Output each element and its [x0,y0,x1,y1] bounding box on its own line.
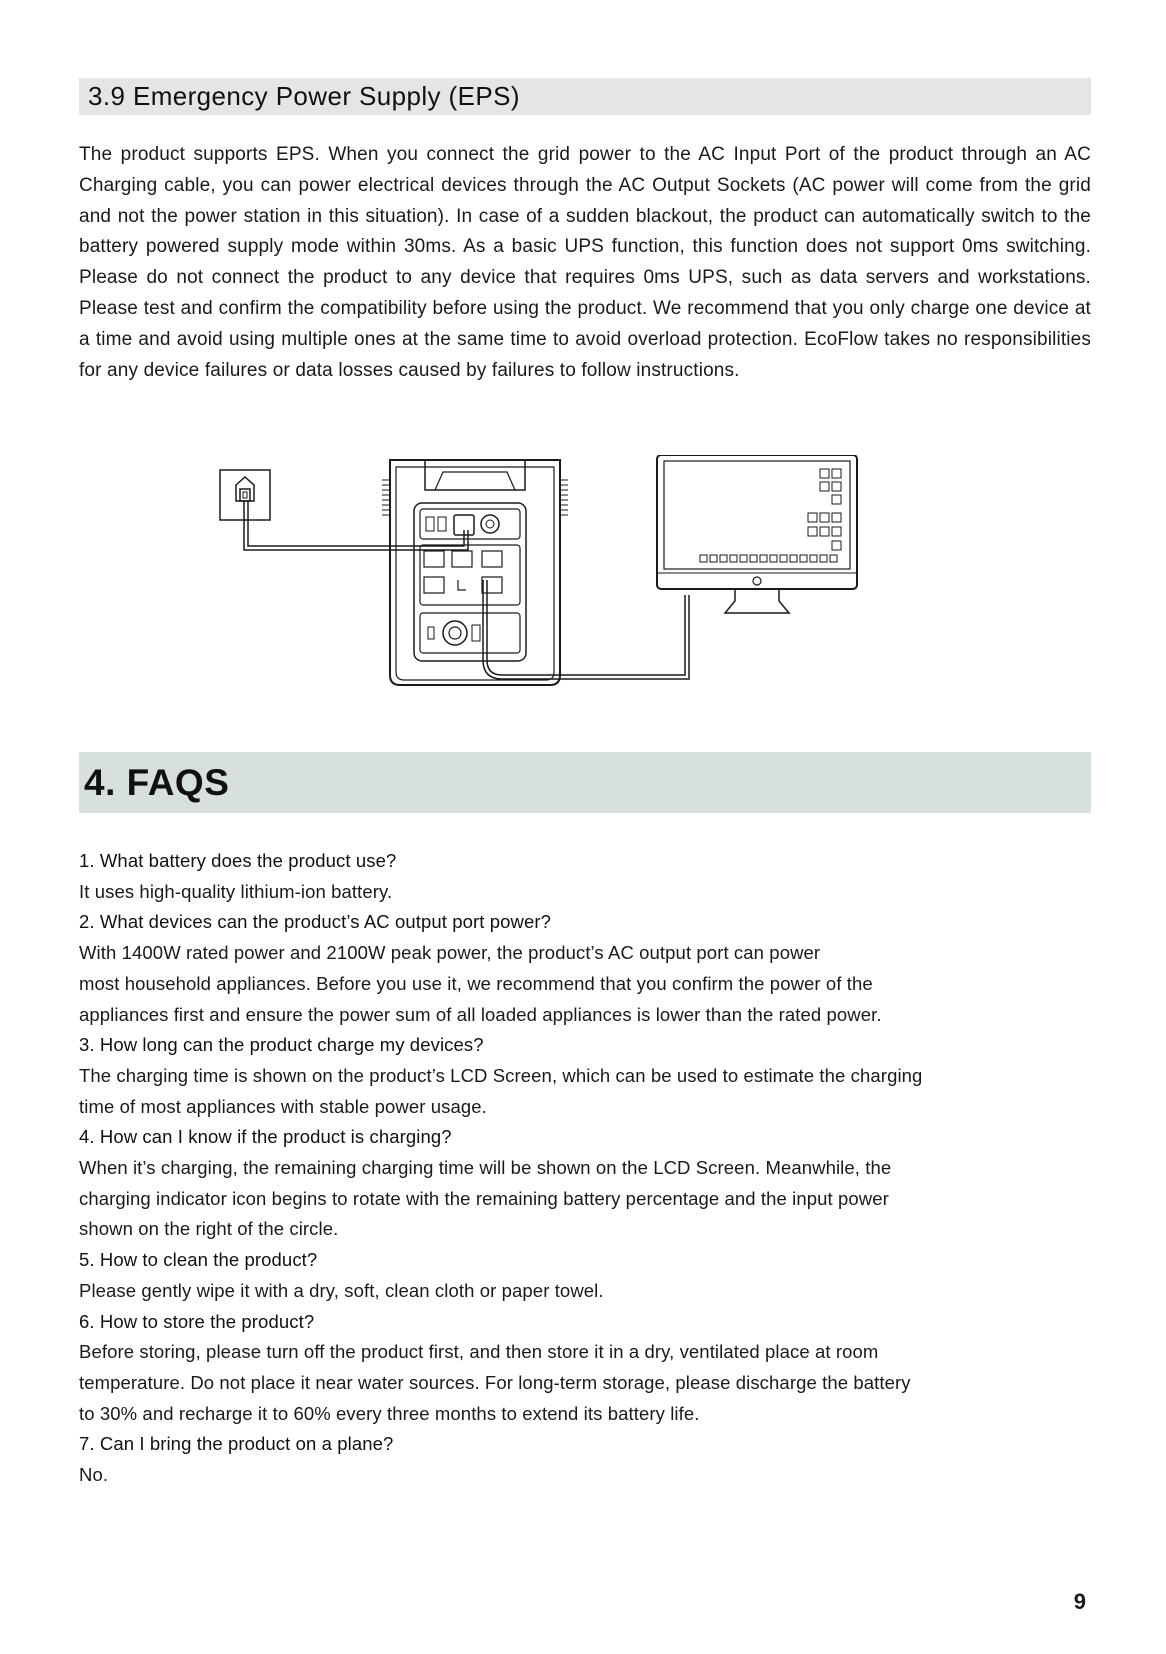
faq-answer-line: The charging time is shown on the product’s LCD Screen, which can be used to estimate the charging [79,1064,923,1086]
monitor-icon [657,455,857,613]
faq-answer-line: Before storing, please turn off the product first, and then store it in a dry, ventilated place at room [79,1341,879,1363]
faqs-section-header [79,752,1091,813]
faq-answer-line: most household appliances. Before you use it, we recommend that you confirm the power of the [79,972,873,994]
faq-question: 5. How to clean the product? [79,1249,318,1271]
faq-answer-line: With 1400W rated power and 2100W peak power, the product’s AC output port can power [79,942,821,964]
eps-heading: 3.9 Emergency Power Supply (EPS) [88,81,520,111]
faq-answer-line: When it’s charging, the remaining charging time will be shown on the LCD Screen. Meanwhile, the [79,1157,892,1179]
faq-answer-line: time of most appliances with stable power usage. [79,1095,487,1117]
faqs-heading: 4. FAQS [84,762,230,803]
power-station-icon [382,460,568,685]
wall-outlet-icon [220,470,270,520]
faq-answer-line: shown on the right of the circle. [79,1218,339,1240]
faq-question: 3. How long can the product charge my devices? [79,1034,484,1056]
faq-question: 6. How to store the product? [79,1310,315,1332]
faq-answer-line: temperature. Do not place it near water sources. For long-term storage, please discharge the battery [79,1371,911,1393]
faq-question: 2. What devices can the product’s AC output port power? [79,911,552,933]
faq-question: 4. How can I know if the product is charging? [79,1126,452,1148]
faq-answer-line: It uses high-quality lithium-ion battery. [79,880,393,902]
faq-question: 7. Can I bring the product on a plane? [79,1433,394,1455]
faq-answer-line: to 30% and recharge it to 60% every three months to extend its battery life. [79,1402,700,1424]
eps-section-header [79,78,1091,115]
faq-question: 1. What battery does the product use? [79,850,397,871]
faq-answer-line: appliances first and ensure the power sum of all loaded appliances is lower than the rated power. [79,1003,882,1025]
faq-answer-line: charging indicator icon begins to rotate with the remaining battery percentage and the input power [79,1187,889,1209]
page-number: 9 [1073,1589,1086,1614]
faq-answer-line: Please gently wipe it with a dry, soft, clean cloth or paper towel. [79,1279,604,1301]
eps-paragraph: The product supports EPS. When you connect the grid power to the AC Input Port of the product through an AC Charging cable, you can power electrical devices through the AC Output Sockets (AC power will come from the grid and not the power station in this situation). In case of a sudden blackout, the product can automatically switch to the battery powered supply mode within 30ms. As a basic UPS function, this function does not support 0ms switching. Please do not connect the product to any device that requires 0ms UPS, such as data servers and workstations. Please test and confirm the compatibility before using the product. We recommend that you only charge one device at a time and avoid using multiple ones at the same time to avoid overload protection. EcoFlow takes no responsibilities for any device failures or data losses caused by failures to follow instructions. [79,144,1091,381]
eps-connection-diagram [200,455,920,700]
faq-answer-line: No. [79,1464,109,1486]
faq-list [79,846,1099,1491]
